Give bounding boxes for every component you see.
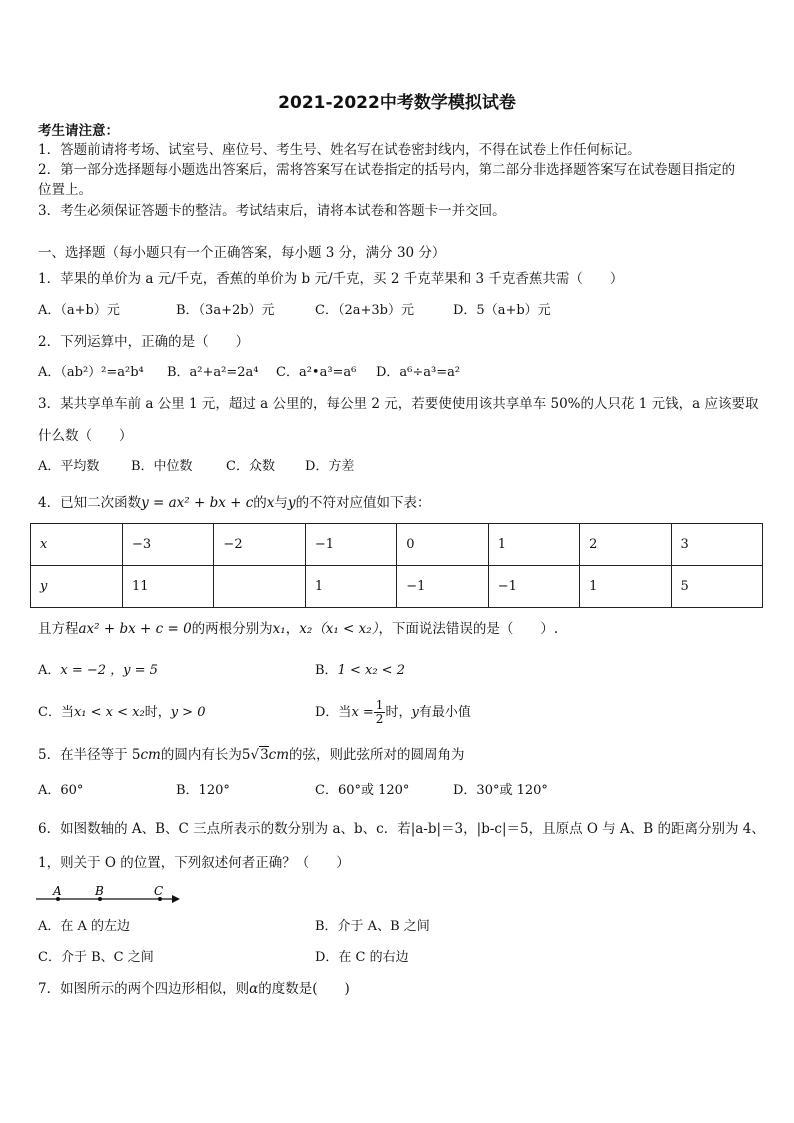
q4-after-post: ，下面说法错误的是（ ）. [378, 621, 559, 637]
question-2-stem: 2．下列运算中，正确的是（ ） [38, 334, 250, 350]
point-c-label: C [154, 885, 164, 898]
q1-option-a: A．（a+b）元 [38, 303, 120, 318]
table-cell: −1 [488, 566, 579, 608]
q4-stem-post: 的不符对应值如下表： [295, 495, 431, 511]
q4-option-c-math2: y > 0 [170, 705, 206, 720]
q4-option-b-label: B． [315, 663, 338, 678]
q4-option-c-mid: 时， [144, 705, 171, 720]
number-line-arrow-icon [172, 895, 180, 903]
q3-option-a: A．平均数 [38, 459, 100, 474]
table-cell: −1 [397, 566, 488, 608]
question-3-stem-cont: 什么数（ ） [38, 428, 133, 444]
notice-item-2-cont: 位置上。 [38, 182, 92, 198]
table-cell: 2 [580, 524, 671, 566]
q4-var-y: y [287, 495, 296, 511]
table-cell: 0 [397, 524, 488, 566]
q4-var-x: x [266, 495, 275, 511]
q4-option-c [38, 704, 205, 722]
q4-option-d-post: 时， [385, 705, 412, 720]
q2-option-b: B．a²+a²=2a⁴ [167, 365, 259, 380]
q4-option-d-math: x = [351, 705, 374, 720]
table-cell: 3 [671, 524, 762, 566]
q7-stem-pre: 7．如图所示的两个四边形相似，则 [38, 981, 250, 997]
q4-option-b [315, 662, 405, 680]
q4-option-a [38, 662, 158, 680]
question-1-stem: 1．苹果的单价为 a 元/千克，香蕉的单价为 b 元/千克，买 2 千克苹果和 3 千克香蕉共需（ ） [38, 271, 624, 287]
q4-after-sep: ， [285, 621, 300, 637]
q6-option-d: D．在 C 的右边 [315, 950, 409, 965]
q5-radicand: 3 [260, 747, 269, 763]
section-heading: 一、选择题（每小题只有一个正确答案，每小题 3 分，满分 30 分） [38, 245, 446, 261]
q2-option-a: A．（ab²）²=a²b⁴ [38, 365, 144, 380]
q5-option-d: D．30°或 120° [453, 783, 548, 798]
q1-option-d: D．5（a+b）元 [453, 303, 551, 318]
q5-coefficient: 5 [241, 747, 251, 763]
q3-option-d: D．方差 [305, 459, 355, 474]
table-cell: 1 [488, 524, 579, 566]
notice-item-2: 2．第一部分选择题每小题选出答案后，需将答案写在试卷指定的括号内，第二部分非选择题答案写在试卷题目指定的 [38, 162, 736, 178]
question-7-stem [38, 980, 350, 998]
q3-option-b: B．中位数 [131, 459, 193, 474]
q2-option-c: C．a²•a³=a⁶ [276, 365, 357, 380]
table-cell: −1 [305, 524, 396, 566]
q6-option-c: C．介于 B、C 之间 [38, 950, 154, 965]
fraction-numerator: 1 [375, 698, 384, 712]
table-cell: 5 [671, 566, 762, 608]
table-cell-x-label: x [31, 524, 123, 566]
table-row [31, 566, 763, 608]
question-5-stem [38, 746, 465, 764]
q4-option-a-label: A． [38, 663, 61, 678]
table-cell: 1 [580, 566, 671, 608]
q5-stem-mid: 的圆内有长为 [160, 747, 242, 763]
q4-fraction-one-half [374, 699, 386, 726]
q6-option-a: A．在 A 的左边 [38, 919, 131, 934]
q5-option-a: A．60° [38, 783, 84, 798]
table-cell: 11 [123, 566, 214, 608]
q4-value-table [30, 523, 763, 608]
q4-stem-pre: 4．已知二次函数 [38, 495, 142, 511]
table-cell: −2 [214, 524, 305, 566]
q4-after-pre: 且方程 [38, 621, 79, 637]
q4-after-mid: 的两根分别为 [191, 621, 273, 637]
notice-item-1: 1．答题前请将考场、试室号、座位号、考生号、姓名写在试卷密封线内，不得在试卷上作任何标记。 [38, 142, 641, 158]
question-6-stem-cont: 1，则关于 O 的位置，下列叙述何者正确？（ ） [38, 855, 350, 871]
question-6-stem: 6．如图数轴的 A、B、C 三点所表示的数分别为 a、b、c．若|a-b|＝3，|b-c|＝5，且原点 O 与 A、B 的距离分别为 4、 [38, 821, 765, 837]
exam-title: 2021-2022中考数学模拟试卷 [278, 93, 516, 113]
q6-option-b: B．介于 A、B 之间 [315, 919, 430, 934]
point-b-label: B [95, 885, 104, 898]
notice-heading: 考生请注意： [38, 123, 119, 139]
q2-option-d: D．a⁶÷a³=a² [376, 365, 461, 380]
question-4-condition [38, 620, 558, 638]
q1-option-c: C．（2a+3b）元 [315, 303, 414, 318]
q1-option-b: B．（3a+2b）元 [176, 303, 275, 318]
q5-unit: cm [140, 747, 161, 763]
q5-option-b: B．120° [176, 783, 230, 798]
point-a-label: A [53, 885, 62, 898]
number-line-figure [36, 885, 182, 909]
sqrt-icon: √ [250, 747, 260, 763]
fraction-denominator: 2 [375, 712, 384, 726]
q4-function: y = ax² + bx + c [141, 495, 254, 511]
q5-stem-post: 的弦，则此弦所对的圆周角为 [289, 747, 465, 763]
table-cell: −3 [123, 524, 214, 566]
table-cell-y-label: y [31, 566, 123, 608]
q4-option-d [315, 696, 471, 730]
question-4-stem [38, 494, 431, 512]
q4-option-b-math: 1 < x₂ < 2 [337, 663, 405, 678]
q5-option-c: C．60°或 120° [315, 783, 410, 798]
q7-alpha: α [249, 981, 259, 997]
q4-equation: ax² + bx + c = 0 [78, 621, 192, 637]
q7-stem-post: 的度数是( ) [258, 981, 350, 997]
question-3-stem: 3．某共享单车前 a 公里 1 元，超过 a 公里的，每公里 2 元，若要使使用该共享单车 50%的人只花 1 元钱，a 应该要取 [38, 396, 759, 412]
q4-stem-mid: 的 [253, 495, 267, 511]
q4-option-a-math: x = −2 ，y = 5 [60, 663, 158, 678]
q4-option-d-y: y [411, 705, 419, 720]
q5-stem-pre: 5．在半径等于 5 [38, 747, 141, 763]
q4-option-d-end: 有最小值 [418, 705, 471, 720]
table-cell: 1 [305, 566, 396, 608]
table-row [31, 524, 763, 566]
q3-option-c: C．众数 [226, 459, 275, 474]
table-cell [214, 566, 305, 608]
q4-option-c-math: x₁ < x < x₂ [73, 705, 145, 720]
q5-unit: cm [268, 747, 290, 763]
q4-root-x1: x₁ [272, 621, 286, 637]
q4-stem-and: 与 [274, 495, 288, 511]
q4-option-c-label: C．当 [38, 705, 74, 720]
q4-option-d-label: D．当 [315, 705, 352, 720]
notice-item-3: 3．考生必须保证答题卡的整洁。考试结束后，请将本试卷和答题卡一并交回。 [38, 203, 506, 219]
q4-root-x2: x₂（x₁ < x₂） [299, 621, 379, 637]
